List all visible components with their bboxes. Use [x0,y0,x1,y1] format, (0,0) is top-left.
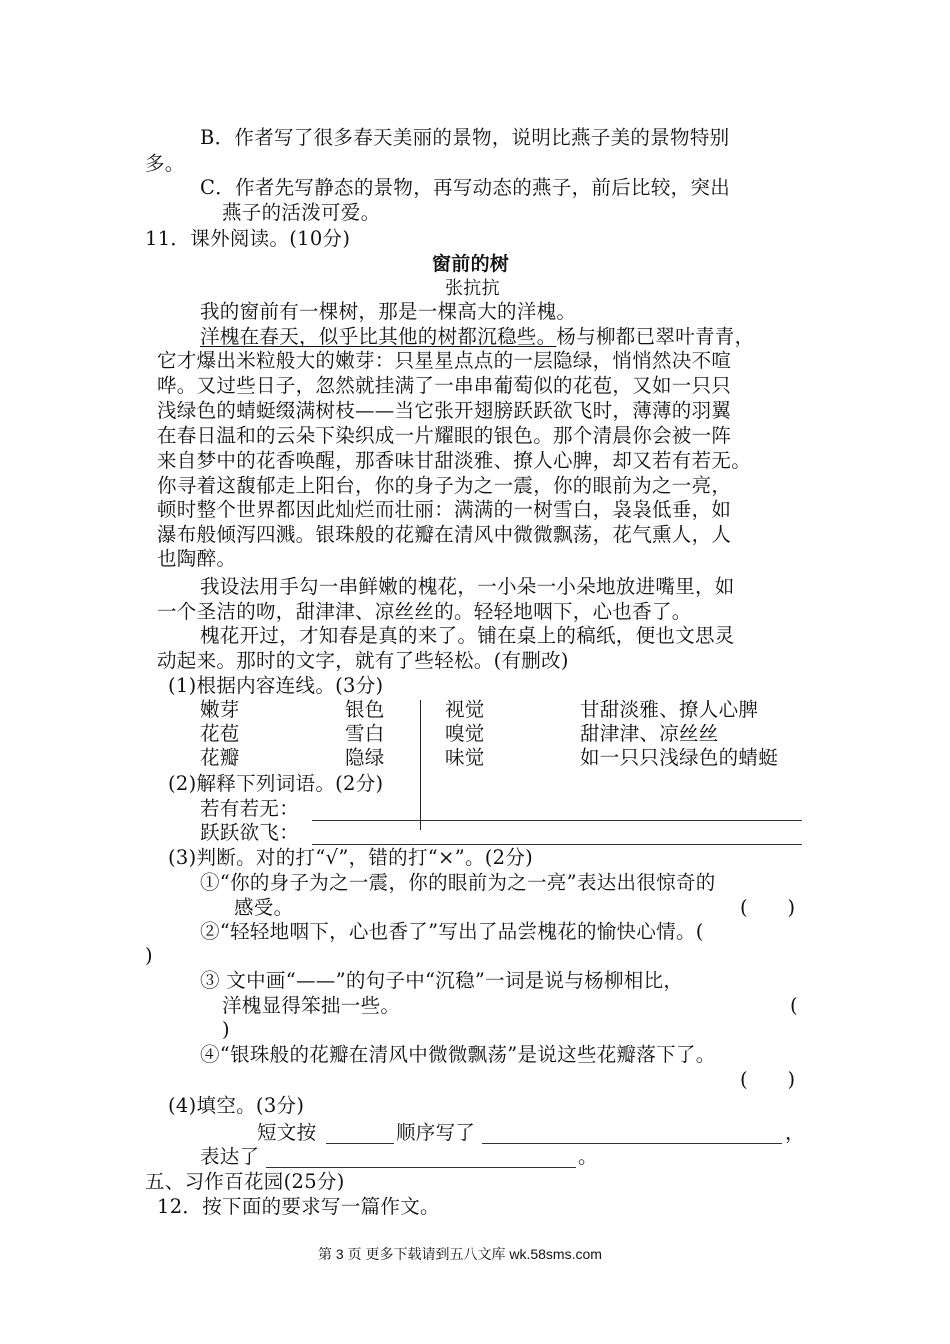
passage-line: 你寻着这馥郁走上阳台，你的身子为之一震，你的眼前为之一亮， [157,474,732,497]
answer-paren[interactable]: ( ) [740,896,796,919]
passage-p4-line1: 槐花开过，才知春是真的来了。铺在桌上的稿纸，便也文思灵 [200,624,735,647]
q10-option-b-line2: 多。 [145,152,185,175]
fill-text-2: 顺序写了 [396,1121,476,1144]
passage-line: 也陶醉。 [157,547,237,570]
q10-option-c-line1: C．作者先写静态的景物，再写动态的燕子，前后比较，突出 [200,176,731,199]
word-ruoyouruowu: 若有若无： [200,797,300,820]
match-item-col3[interactable]: 味觉 [445,746,485,769]
passage-line: 浅绿色的蜻蜓缀满树枝——当它张开翅膀跃跃欲飞时，薄薄的羽翼 [157,399,732,422]
passage-p2-first-line [200,325,754,349]
passage-line: 来自梦中的花香唤醒，那香味甘甜淡雅、撩人心脾，却又若有若无。 [157,449,752,472]
page-footer: 第 3 页 更多下载请到五八文库 wk.58sms.com [318,1246,602,1262]
passage-line: 哗。又过些日子，忽然就挂满了一串串葡萄似的花苞，又如一只只 [157,374,732,397]
match-item-col4[interactable]: 甜津津、凉丝丝 [580,722,719,745]
match-item-col2[interactable]: 银色 [345,698,385,721]
judge-item-3-line2: 洋槐显得笨拙一些。 [222,994,401,1017]
match-item-col4[interactable]: 如一只只浅绿色的蜻蜓 [580,746,779,769]
match-item-col1[interactable]: 花苞 [200,722,240,745]
fill-blank[interactable] [266,1167,576,1168]
answer-paren[interactable]: ( ) [740,1068,796,1091]
fill-blank[interactable] [482,1143,782,1144]
judge-item-2: ②“轻轻地咽下，心也香了”写出了品尝槐花的愉快心情。( [200,920,704,943]
divider-line [420,700,421,830]
answer-blank[interactable] [312,820,802,821]
passage-p1: 我的窗前有一棵树，那是一棵高大的洋槐。 [200,300,577,323]
judge-item-1-line1: ①“你的身子为之一震，你的眼前为之一亮”表达出很惊奇的 [200,871,716,894]
match-item-col2[interactable]: 隐绿 [345,746,385,769]
judge-item-4: ④“银珠般的花瓣在清风中微微飘荡”是说这些花瓣落下了。 [200,1043,716,1066]
sub1-label: (1)根据内容连线。(3分) [168,674,384,697]
fill-text-5: 。 [578,1145,598,1168]
q10-option-c-line2: 燕子的活泼可爱。 [222,201,381,224]
answer-blank[interactable] [312,844,802,845]
p2-rest: 杨与柳都已翠叶青青， [556,325,755,348]
match-item-col2[interactable]: 雪白 [345,722,385,745]
answer-paren-open[interactable]: ( [790,994,798,1017]
fill-blank[interactable] [326,1143,394,1144]
passage-p3-line2: 一个圣洁的吻，甜津津、凉丝丝的。轻轻地咽下，心也香了。 [157,600,692,623]
passage-line: 顿时整个世界都因此灿烂而壮丽：满满的一树雪白，袅袅低垂，如 [157,498,732,521]
judge-item-1-line2: 感受。 [234,896,294,919]
match-item-col1[interactable]: 花瓣 [200,746,240,769]
answer-paren-close[interactable]: ) [222,1018,230,1041]
sub3-label: (3)判断。对的打“√”，错的打“×”。(2分) [168,846,534,869]
match-item-col1[interactable]: 嫩芽 [200,698,240,721]
word-yueyueyufei: 跃跃欲飞： [200,821,300,844]
match-item-col3[interactable]: 嗅觉 [445,722,485,745]
section5-heading: 五、习作百花园(25分) [145,1170,345,1193]
passage-title: 窗前的树 [432,253,510,275]
answer-paren-close[interactable]: ) [145,944,153,967]
passage-line: 瀑布般倾泻四溅。银珠般的花瓣在清风中微微飘荡，花气熏人，人 [157,523,732,546]
passage-line: 在春日温和的云朵下染织成一片耀眼的银色。那个清晨你会被一阵 [157,424,732,447]
passage-line: 它才爆出米粒般大的嫩芽：只星星点点的一层隐绿，悄悄然决不喧 [157,349,732,372]
passage-author: 张抗抗 [445,278,500,299]
underlined-sentence: 洋槐在春天，似乎比其他的树都沉稳些。 [200,325,557,348]
match-item-col4[interactable]: 甘甜淡雅、撩人心脾 [580,698,759,721]
match-item-col3[interactable]: 视觉 [445,698,485,721]
passage-p4-line2: 动起来。那时的文字，就有了些轻松。(有删改) [157,649,569,672]
judge-item-3-line1: ③ 文中画“——”的句子中“沉稳”一词是说与杨柳相比， [200,969,684,992]
fill-text-3: ， [785,1121,805,1144]
passage-p3-line1: 我设法用手勾一串鲜嫩的槐花，一小朵一小朵地放进嘴里，如 [200,575,735,598]
q10-option-b-line1: B．作者写了很多春天美丽的景物，说明比燕子美的景物特别 [200,126,730,149]
fill-text-4: 表达了 [200,1145,260,1168]
q12-prompt: 12．按下面的要求写一篇作文。 [157,1195,440,1218]
fill-text-1: 短文按 [257,1121,317,1144]
sub4-label: (4)填空。(3分) [168,1094,305,1117]
sub2-label: (2)解释下列词语。(2分) [168,772,384,795]
q11-heading: 11．课外阅读。(10分) [145,227,351,250]
